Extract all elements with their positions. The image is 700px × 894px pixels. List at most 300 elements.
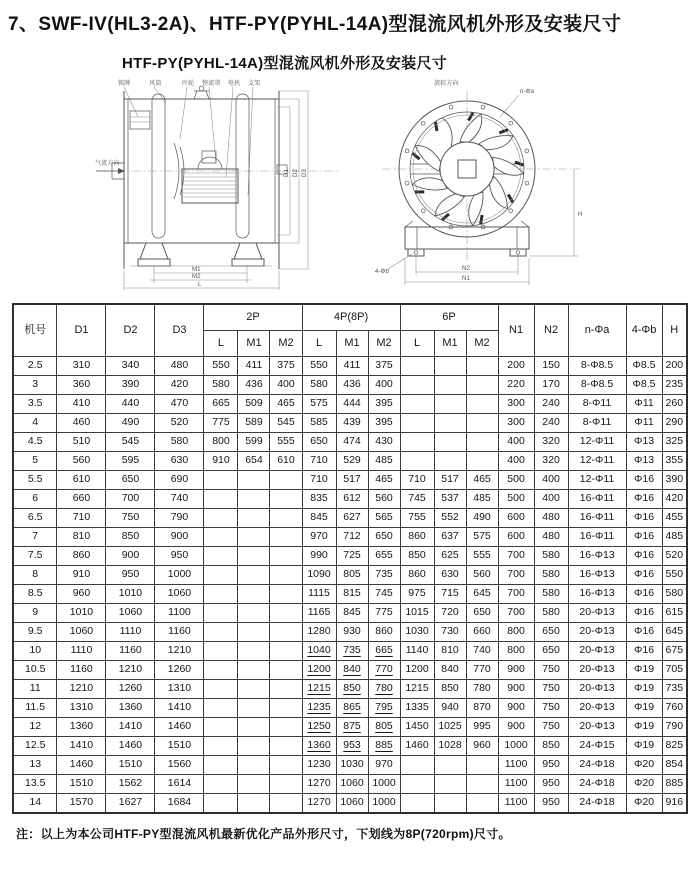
table-cell [204,585,238,604]
table-cell: 24-Φ18 [568,775,626,794]
table-cell: 550 [302,357,336,376]
table-cell: 14 [13,794,57,814]
table-cell: 1560 [155,756,204,775]
table-cell: 1210 [106,661,155,680]
table-cell [204,661,238,680]
table-cell: 1030 [336,756,368,775]
table-cell: 444 [336,395,368,414]
callout-leader-lines [124,87,253,195]
table-cell: 1000 [498,737,534,756]
table-cell: 850 [434,680,466,699]
table-cell: Φ16 [626,509,662,528]
table-cell: 1510 [106,756,155,775]
table-cell: 805 [368,718,400,737]
base-foot-right [510,249,526,256]
table-cell: 220 [498,376,534,395]
table-cell: 860 [400,566,434,585]
table-cell: 1335 [400,699,434,718]
table-cell [270,623,302,642]
table-cell: 770 [466,661,498,680]
table-cell: 485 [466,490,498,509]
table-cell: 6.5 [13,509,57,528]
table-cell: 436 [238,376,270,395]
table-cell: 600 [498,528,534,547]
table-cell: 11.5 [13,699,57,718]
table-cell: 1140 [400,642,434,661]
table-cell: 1060 [336,794,368,814]
table-cell: 725 [336,547,368,566]
table-cell: 1280 [302,623,336,642]
table-cell: 580 [155,433,204,452]
table-cell [466,775,498,794]
sub-header-l: L [302,331,336,357]
table-cell [204,680,238,699]
table-cell: 3 [13,376,57,395]
table-cell [204,547,238,566]
table-cell: 1562 [106,775,155,794]
table-cell [270,642,302,661]
table-cell: 400 [368,376,400,395]
table-cell: 1115 [302,585,336,604]
table-cell: 825 [662,737,687,756]
table-cell [400,357,434,376]
table-cell: 1270 [302,775,336,794]
table-cell: 12 [13,718,57,737]
table-cell: 517 [336,471,368,490]
table-cell: 480 [534,509,568,528]
table-cell [204,699,238,718]
table-cell: 610 [270,452,302,471]
table-cell: 1215 [302,680,336,699]
table-cell [238,604,270,623]
table-cell: 1460 [57,756,106,775]
table-cell: 1060 [106,604,155,623]
table-cell: Φ16 [626,547,662,566]
table-cell [238,528,270,547]
junction-box-lines [130,117,150,122]
table-cell: 910 [204,452,238,471]
table-cell: 555 [466,547,498,566]
foot-hole-left [414,251,418,255]
table-cell [204,566,238,585]
table-cell: 637 [434,528,466,547]
table-cell: 390 [106,376,155,395]
table-cell: 900 [498,661,534,680]
table-cell: Φ16 [626,642,662,661]
table-cell: 150 [534,357,568,376]
dim-extension-lines [277,91,308,269]
table-cell: 575 [466,528,498,547]
table-cell: 1100 [498,794,534,814]
table-cell: 710 [302,471,336,490]
table-cell: 545 [106,433,155,452]
table-cell: 1090 [302,566,336,585]
table-cell: 485 [662,528,687,547]
table-cell: 24-Φ18 [568,756,626,775]
table-cell: 715 [434,585,466,604]
table-cell: 485 [368,452,400,471]
table-cell: 13.5 [13,775,57,794]
table-cell: 420 [155,376,204,395]
table-row [13,642,687,661]
table-cell: 300 [498,395,534,414]
table-cell [400,395,434,414]
table-cell [204,756,238,775]
table-cell: Φ16 [626,585,662,604]
table-cell: 355 [662,452,687,471]
table-cell: 1200 [302,661,336,680]
table-cell: 290 [662,414,687,433]
dim-label-n2: N2 [461,265,470,272]
table-cell: 1260 [106,680,155,699]
table-cell: 840 [336,661,368,680]
dimension-table [12,303,688,814]
table-cell: 675 [662,642,687,661]
table-cell: 615 [662,604,687,623]
table-cell: Φ20 [626,775,662,794]
table-cell: 1460 [400,737,434,756]
table-cell: 520 [662,547,687,566]
table-cell: 395 [368,414,400,433]
table-cell: 439 [336,414,368,433]
table-cell [238,642,270,661]
table-cell [270,471,302,490]
col-header-h: H [662,304,687,357]
table-cell: 325 [662,433,687,452]
table-cell: 875 [336,718,368,737]
table-cell: 740 [155,490,204,509]
table-row [13,623,687,642]
table-cell: 1410 [106,718,155,737]
table-cell: 4.5 [13,433,57,452]
table-cell [466,452,498,471]
callout-fairing: 整流罩 [201,80,221,87]
table-cell: 916 [662,794,687,814]
bolt-label-leader [500,95,519,117]
table-row [13,566,687,585]
table-cell: 509 [238,395,270,414]
table-cell: 589 [238,414,270,433]
table-cell: 310 [57,357,106,376]
col-header-machine-no: 机号 [13,304,57,357]
table-cell: 460 [57,414,106,433]
table-cell: 800 [498,642,534,661]
table-cell: 975 [400,585,434,604]
table-cell: 750 [534,661,568,680]
table-cell: 480 [534,528,568,547]
table-cell: Φ11 [626,395,662,414]
table-cell: 1028 [434,737,466,756]
table-row [13,699,687,718]
table-row [13,661,687,680]
table-cell [400,775,434,794]
table-cell: Φ13 [626,452,662,471]
table-cell [238,547,270,566]
table-cell: 537 [434,490,466,509]
table-cell: 645 [662,623,687,642]
table-cell: 1215 [400,680,434,699]
table-cell: 1450 [400,718,434,737]
table-cell: 970 [368,756,400,775]
table-cell [238,699,270,718]
table-cell: 850 [106,528,155,547]
table-cell: 950 [155,547,204,566]
table-cell: 12-Φ11 [568,433,626,452]
table-cell: 770 [368,661,400,680]
table-cell: 400 [498,452,534,471]
table-cell: 10.5 [13,661,57,680]
table-cell [238,756,270,775]
table-cell: 16-Φ13 [568,585,626,604]
table-cell [270,585,302,604]
flange-lines [124,91,279,269]
table-cell: 860 [368,623,400,642]
col-header-bolt-holes: n-Φa [568,304,626,357]
dim-label-h: H [577,211,582,218]
table-cell [238,471,270,490]
junction-box [130,111,150,129]
table-cell: 517 [434,471,466,490]
col-header-d3: D3 [155,304,204,357]
table-cell: 1260 [155,661,204,680]
table-cell: 1570 [57,794,106,814]
dim-label-d2: D2 [291,169,299,177]
table-cell: 1000 [155,566,204,585]
table-cell: 612 [336,490,368,509]
table-cell: 950 [106,566,155,585]
dim-label-m1: M1 [191,266,201,273]
table-cell: 4 [13,414,57,433]
table-cell: 645 [466,585,498,604]
table-cell: 1025 [434,718,466,737]
table-cell: Φ20 [626,756,662,775]
table-cell: 840 [434,661,466,680]
col-header-n1: N1 [498,304,534,357]
table-cell: 760 [662,699,687,718]
table-row [13,680,687,699]
table-cell [270,775,302,794]
table-cell: Φ16 [626,566,662,585]
table-row [13,509,687,528]
table-cell [204,775,238,794]
bolt-holes-label: n-Φa [519,88,534,95]
page-title: 7、SWF-IV(HL3-2A)、HTF-PY(PYHL-14A)型混流风机外形及安装尺寸 [8,14,622,35]
table-cell: 790 [662,718,687,737]
table-cell [204,642,238,661]
table-cell: 810 [434,642,466,661]
table-cell: 860 [400,528,434,547]
table-cell: Φ13 [626,433,662,452]
table-cell: 500 [498,490,534,509]
table-cell: 474 [336,433,368,452]
table-cell: 470 [155,395,204,414]
table-cell: 580 [204,376,238,395]
table-cell [204,604,238,623]
table-cell: 735 [368,566,400,585]
table-cell: 900 [155,528,204,547]
table-cell: 24-Φ15 [568,737,626,756]
table-cell [466,395,498,414]
table-cell: 735 [336,642,368,661]
front-view-drawing [372,77,607,293]
table-cell: Φ19 [626,680,662,699]
table-cell [270,604,302,623]
table-header [13,304,687,357]
table-cell: 900 [498,680,534,699]
table-cell: 5 [13,452,57,471]
table-cell: 24-Φ18 [568,794,626,814]
table-cell: 490 [466,509,498,528]
table-cell: 200 [498,357,534,376]
table-cell: 1060 [336,775,368,794]
table-cell: 20-Φ13 [568,680,626,699]
table-cell: 655 [368,547,400,566]
table-cell: 610 [57,471,106,490]
table-cell: Φ19 [626,718,662,737]
footnote: 注：以上为本公司HTF-PY型混流风机最新优化产品外形尺寸，下划线为8P(720rpm)尺寸。 [16,827,511,841]
table-cell: 630 [155,452,204,471]
table-row [13,452,687,471]
table-cell: 970 [302,528,336,547]
casing-band-right [236,94,249,238]
table-cell: 411 [238,357,270,376]
table-cell [400,414,434,433]
sub-header-m1: M1 [238,331,270,357]
table-cell: 580 [662,585,687,604]
table-cell [270,680,302,699]
table-cell: 1165 [302,604,336,623]
bottom-dim-lines [124,273,279,288]
table-cell: 995 [466,718,498,737]
table-cell [270,699,302,718]
dim-label-l: L [197,281,201,288]
document [0,9,700,894]
table-cell: 885 [662,775,687,794]
table-cell [204,471,238,490]
table-cell: 1235 [302,699,336,718]
table-cell: 599 [238,433,270,452]
foot-hole-right [516,251,520,255]
table-cell: 420 [662,490,687,509]
motor-ribs [182,173,238,197]
table-cell: 510 [57,433,106,452]
table-cell: 1100 [498,756,534,775]
table-cell: 960 [57,585,106,604]
table-cell: 750 [106,509,155,528]
table-cell: 1614 [155,775,204,794]
table-cell: 1360 [302,737,336,756]
table-cell: 654 [238,452,270,471]
table-cell [434,357,466,376]
table-cell: 700 [498,566,534,585]
table-row [13,395,687,414]
table-cell: 400 [534,471,568,490]
table-cell [270,756,302,775]
table-cell: 1040 [302,642,336,661]
table-cell [204,490,238,509]
table-cell: 750 [534,718,568,737]
table-cell: 990 [302,547,336,566]
table-cell: Φ16 [626,471,662,490]
table-cell: Φ16 [626,490,662,509]
table-cell: 1250 [302,718,336,737]
table-cell: 650 [534,623,568,642]
table-cell: 390 [662,471,687,490]
callout-nameplate: 铭牌 [117,80,130,87]
table-cell: 700 [106,490,155,509]
table-cell: 2.5 [13,357,57,376]
table-cell: 8-Φ8.5 [568,357,626,376]
hub-circle [440,142,494,196]
table-cell: 16-Φ11 [568,528,626,547]
table-cell: 1110 [57,642,106,661]
table-cell: 600 [498,509,534,528]
table-cell: 1627 [106,794,155,814]
table-cell: Φ16 [626,623,662,642]
table-cell: 465 [270,395,302,414]
table-cell [270,718,302,737]
table-cell: 1210 [155,642,204,661]
table-cell: 20-Φ13 [568,699,626,718]
table-cell: 660 [466,623,498,642]
table-cell: 900 [106,547,155,566]
dim-label-d3: D3 [300,169,308,177]
table-cell: 580 [534,566,568,585]
table-cell: Φ19 [626,661,662,680]
table-cell: 1410 [57,737,106,756]
table-cell: 240 [534,395,568,414]
table-row [13,756,687,775]
table-cell: 775 [204,414,238,433]
bottom-dim-extensions [124,266,279,290]
table-cell: 455 [662,509,687,528]
table-cell: 580 [534,585,568,604]
table-cell: 300 [498,414,534,433]
table-cell: 950 [534,756,568,775]
table-cell [238,775,270,794]
table-cell: 575 [302,395,336,414]
table-cell: 1510 [57,775,106,794]
sub-header-m2: M2 [466,331,498,357]
table-cell: 805 [336,566,368,585]
table-cell: 465 [368,471,400,490]
table-cell: 550 [204,357,238,376]
table-cell: 395 [368,395,400,414]
table-cell: 12.5 [13,737,57,756]
airflow-label: 气流方向 [94,160,120,167]
table-cell: 3.5 [13,395,57,414]
table-cell [400,794,434,814]
table-cell: 755 [400,509,434,528]
table-cell: 400 [534,490,568,509]
col-header-d2: D2 [106,304,155,357]
table-cell: 710 [400,471,434,490]
table-cell: Φ8.5 [626,376,662,395]
table-cell: 1460 [155,718,204,737]
table-cell: 854 [662,756,687,775]
table-cell [238,490,270,509]
table-cell: 12-Φ11 [568,471,626,490]
table-cell: 870 [466,699,498,718]
table-cell [434,775,466,794]
table-cell: 235 [662,376,687,395]
foot-pad-left [138,259,170,266]
table-cell: 1230 [302,756,336,775]
table-cell: 650 [106,471,155,490]
table-cell [238,737,270,756]
col-header-n2: N2 [534,304,568,357]
table-cell: 16-Φ13 [568,566,626,585]
